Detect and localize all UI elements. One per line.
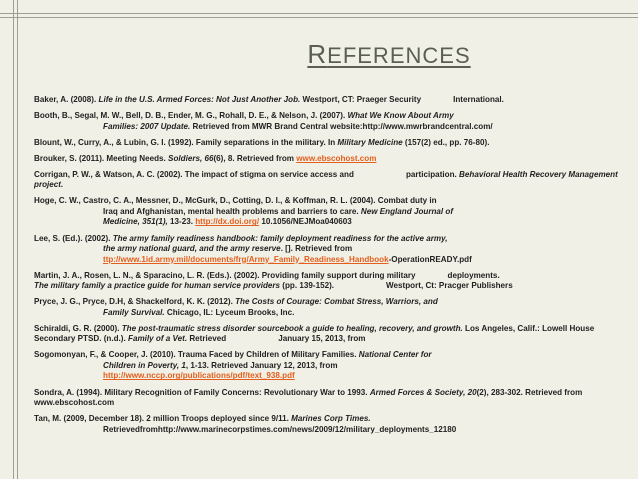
ref-text: (6), 8. Retrieved from: [213, 153, 297, 163]
ref-text: International.: [453, 95, 504, 104]
reference-booth: [34, 111, 624, 132]
ref-title: The military family a practice guide for human service providers: [34, 281, 281, 291]
reference-blount: [34, 138, 624, 149]
ref-text: Westport, Ct: Pracger Publishers: [386, 281, 513, 291]
title-first-letter: R: [307, 39, 328, 69]
ref-text: (2), 283-302. Retrieved from www.ebscohost.com: [34, 387, 583, 408]
ref-text: Hoge, C. W., Castro, C. A., Messner, D., McGurk, D., Cotting, D. I., & Koffman, R. L. (2004). Combat duty in: [34, 196, 437, 206]
reference-tan: [34, 414, 624, 435]
ref-text: Westport, CT: Praeger Security: [300, 95, 422, 104]
ref-link[interactable]: ttp://www.1id.army.mil/documents/frg/Army_Family_Readiness_Handbook: [103, 254, 389, 264]
ref-text: Iraq and Afghanistan, mental health problems and barriers to care.: [103, 206, 361, 216]
ref-text: Los Angeles, Calif.: Lowell House Secondary PTSD. (n.d.).: [34, 323, 595, 344]
ref-title: Behavioral Health Recovery Management project.: [34, 169, 618, 190]
ref-text: January 15, 2013, from: [278, 334, 366, 344]
ref-text: (pp. 139-152).: [280, 281, 335, 291]
ref-title: New England Journal of: [360, 206, 454, 216]
ref-text: Brouker, S. (2011). Meeting Needs.: [34, 153, 169, 163]
ref-text: Blount, W., Curry, A., & Lubin, G. I. (1992). Family separations in the military. In: [34, 137, 338, 147]
ref-link[interactable]: http://www.nccp.org/publications/pdf/text_938.pdf: [103, 371, 295, 381]
reference-hoge: [34, 196, 624, 228]
ref-title: The army family readiness handbook: family deployment readiness for the active army,: [112, 233, 448, 243]
ref-text: -OperationREADY.pdf: [388, 254, 472, 264]
ref-title: Military Medicine: [337, 137, 403, 147]
slide-border-top-inner: [0, 17, 638, 18]
ref-title: Life in the U.S. Armed Forces: Not Just Another Job.: [98, 95, 301, 104]
slide-border-top: [0, 13, 638, 14]
title-rest: EFERENCES: [327, 43, 471, 68]
reference-baker: [34, 95, 624, 106]
ref-text: participation.: [405, 169, 460, 179]
ref-text: Corrigan, P. W., & Watson, A. C. (2002). The impact of stigma on service access and: [34, 169, 354, 179]
ref-text: Booth, B., Segal, M. W., Bell, D. B., Ender, M. G., Rohall, D. E., & Nelson, J. (2007).: [34, 111, 348, 121]
ref-text: Schiraldi, G. R. (2000).: [34, 323, 122, 333]
reference-sogomonyan: [34, 350, 624, 382]
ref-title: Children in Poverty, 1: [103, 360, 186, 370]
ref-title: Marines Corp Times.: [291, 414, 371, 424]
references-list: [34, 95, 624, 441]
slide-title: [0, 39, 638, 70]
ref-text: Retrievedfromhttp://www.marinecorpstimes.com/news/2009/12/military_deployments_12180: [103, 424, 457, 434]
reference-martin: [34, 271, 624, 292]
ref-title: The post-traumatic stress disorder sourcebook a guide to healing, recovery, and growth.: [121, 323, 463, 333]
ref-text: Sogomonyan, F., & Cooper, J. (2010). Trauma Faced by Children of Military Families.: [34, 350, 359, 360]
reference-pryce: [34, 297, 624, 318]
ref-text: Retrieved: [187, 334, 227, 344]
ref-text: Baker, A. (2008).: [34, 95, 99, 104]
reference-sondra: [34, 388, 624, 409]
ref-text: . []. Retrieved from: [280, 244, 353, 254]
reference-corrigan: [34, 170, 624, 191]
reference-brouker: [34, 154, 624, 165]
ref-text: , 1-13. Retrieved January 12, 2013, from: [185, 360, 338, 370]
reference-schiraldi: [34, 324, 624, 345]
slide-border-left-inner: [17, 0, 18, 479]
ref-title: Families: 2007 Update.: [103, 121, 191, 131]
reference-lee: [34, 234, 624, 266]
ref-text: 10.1056/NEJMoa040603: [259, 217, 352, 227]
ref-title: The Costs of Courage: Combat Stress, Warriors, and: [235, 297, 438, 307]
ref-text: Sondra, A. (1994). Military Recognition of Family Concerns: Revolutionary War to 1993.: [34, 387, 370, 397]
ref-link[interactable]: www.ebscohost.com: [296, 153, 377, 163]
ref-title: Soldiers, 66: [168, 153, 214, 163]
ref-title: Family of a Vet.: [128, 334, 188, 344]
ref-title: Medicine, 351(1),: [103, 217, 168, 227]
ref-text: (157(2) ed., pp. 76-80).: [402, 137, 490, 147]
ref-title: the army national guard, and the army reserve: [103, 244, 281, 254]
ref-title: What We Know About Army: [347, 111, 454, 121]
ref-text: Pryce, J. G., Pryce, D.H, & Shackelford, K. K. (2012).: [34, 297, 236, 307]
ref-text: Tan, M. (2009, December 18). 2 million Troops deployed since 9/11.: [34, 414, 292, 424]
ref-text: deployments.: [447, 270, 500, 280]
ref-text: 13-23.: [167, 217, 196, 227]
ref-title: National Center for: [358, 350, 432, 360]
ref-text: Lee, S. (Ed.). (2002).: [34, 233, 113, 243]
ref-title: Family Survival.: [103, 307, 165, 317]
ref-link[interactable]: http://dx.doi.org/: [195, 217, 260, 227]
ref-text: Martin, J. A., Rosen, L. N., & Sparacino, L. R. (Eds.). (2002). Providing family support during military: [34, 270, 416, 280]
slide-border-left: [13, 0, 14, 479]
ref-text: Chicago, IL: Lyceum Brooks, Inc.: [164, 307, 295, 317]
ref-text: Retrieved from MWR Brand Central website:http://www.mwrbrandcentral.com/: [190, 121, 493, 131]
ref-title: Armed Forces & Society, 20: [369, 387, 477, 397]
